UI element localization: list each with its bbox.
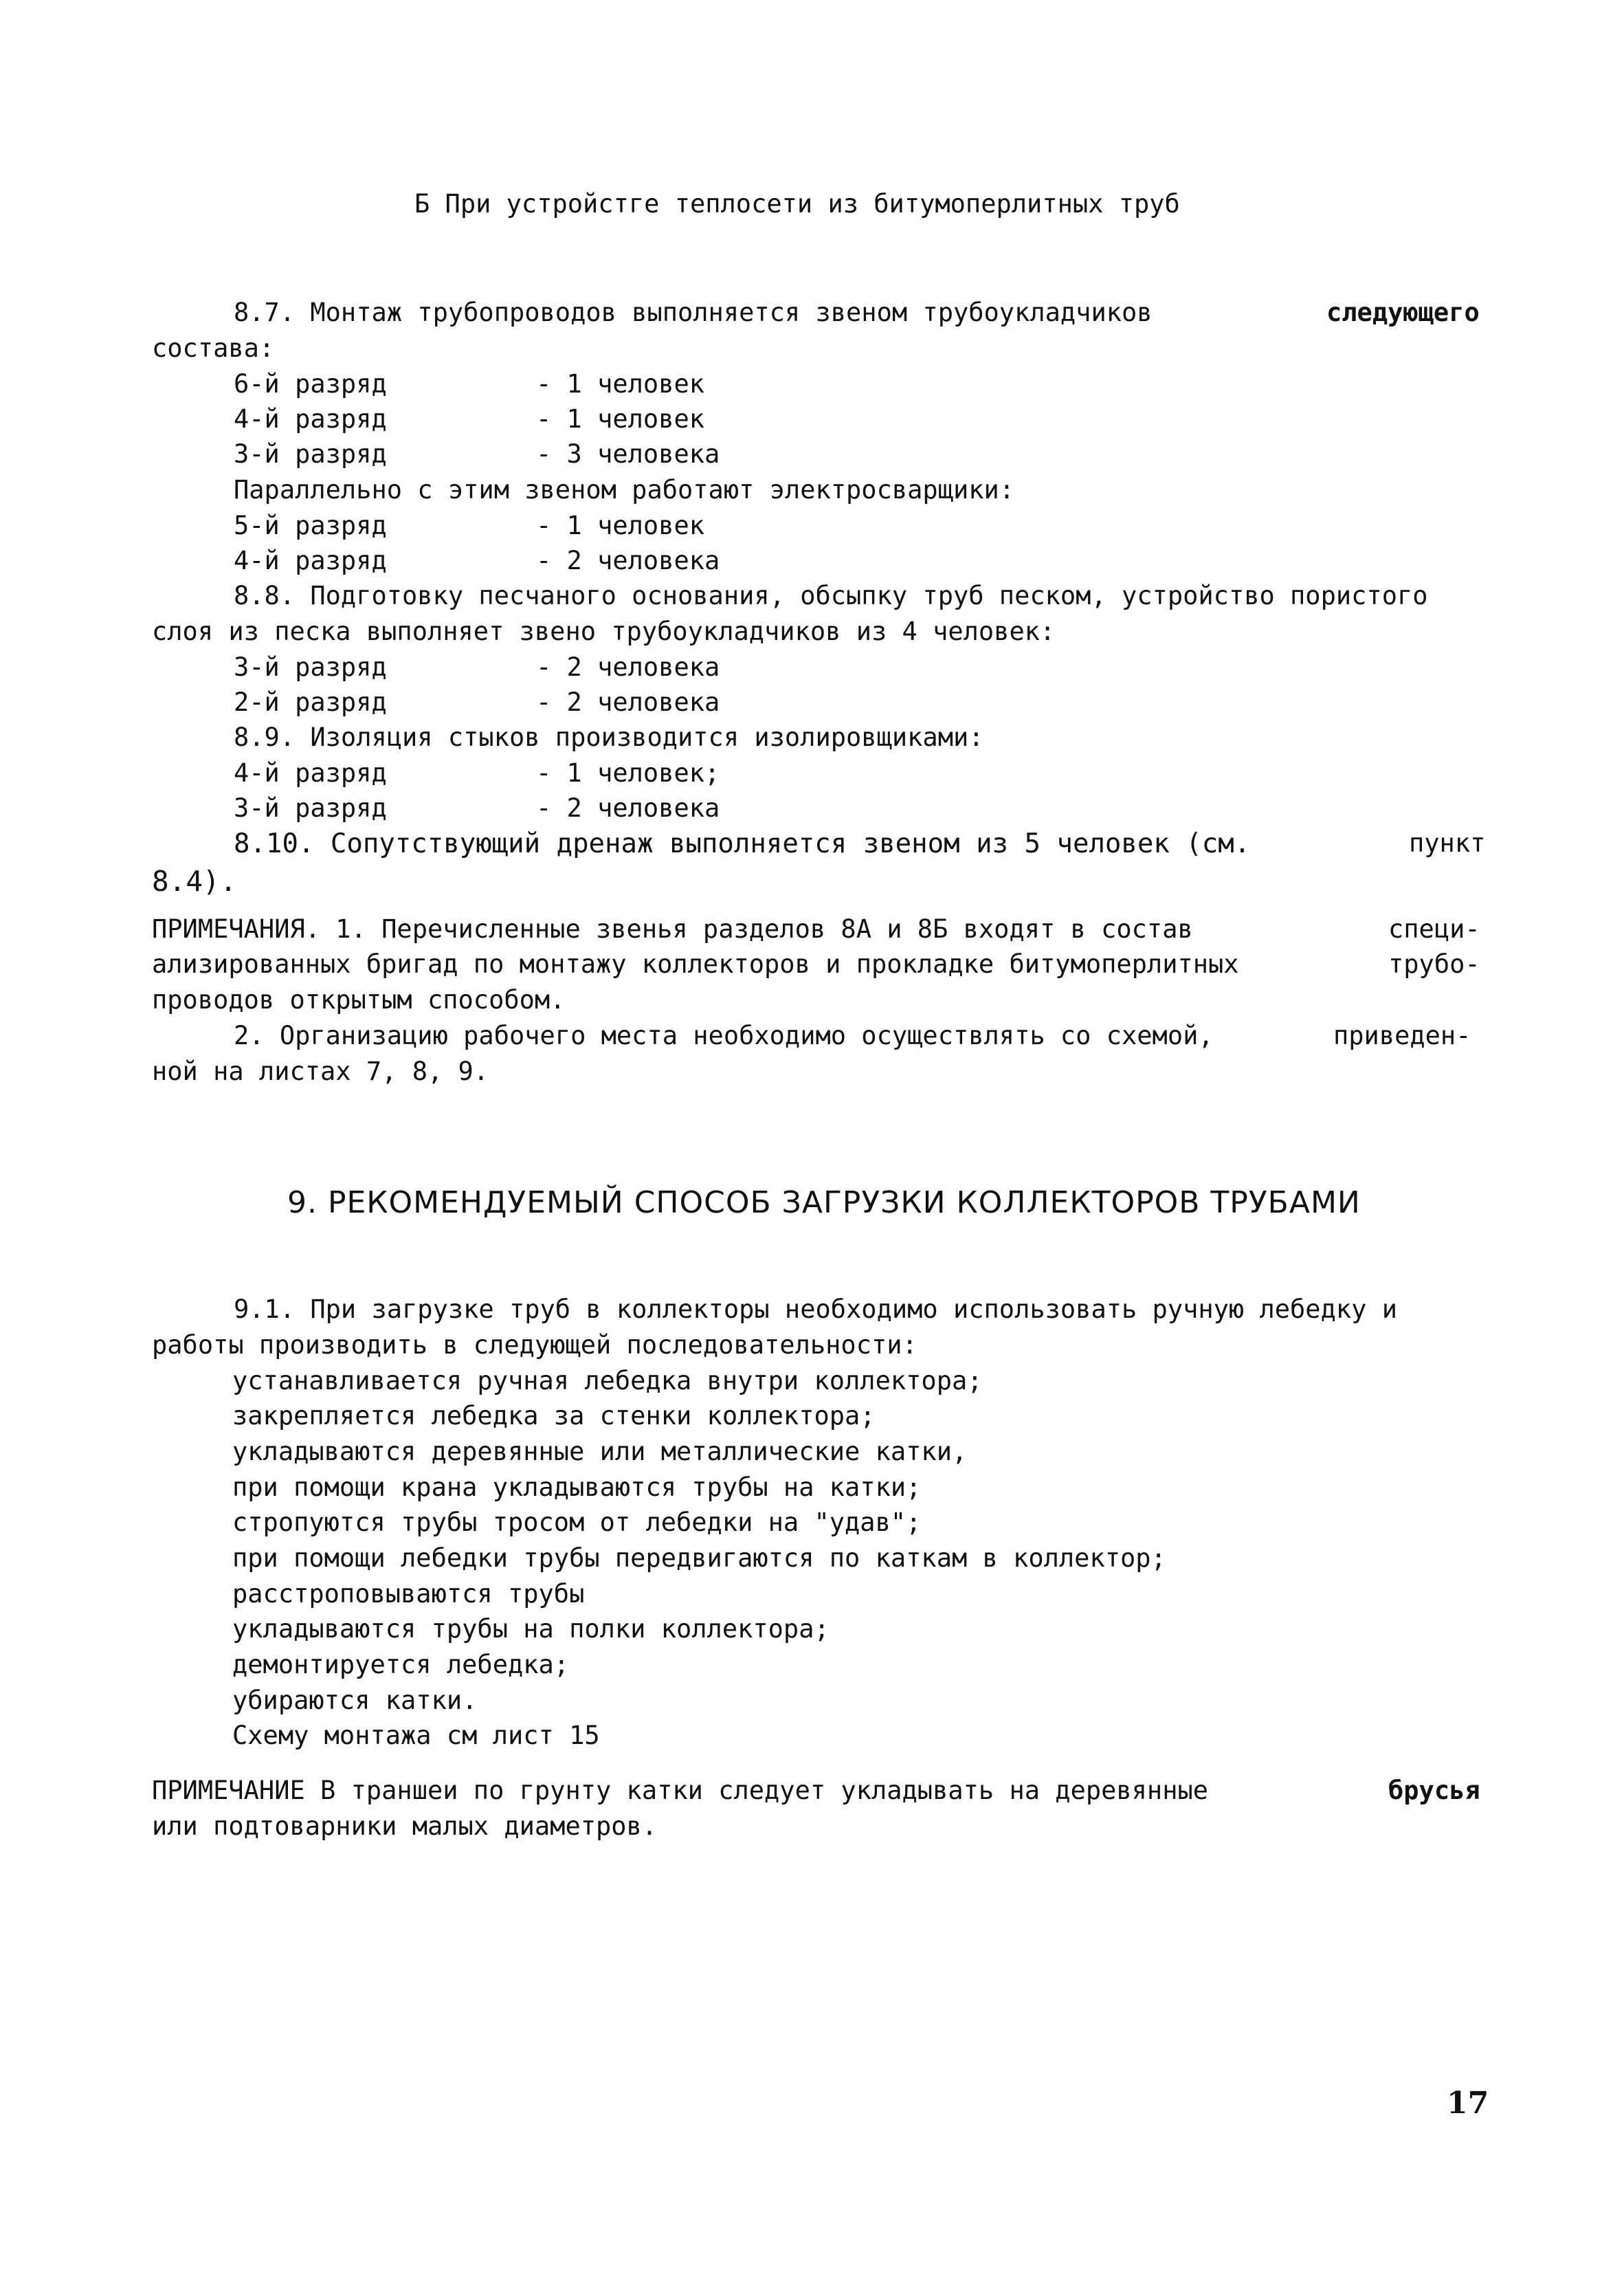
final-note-line1: ПРИМЕЧАНИЕ В траншеи по грунту катки следует укладывать на деревянные	[152, 1776, 1209, 1805]
note1-line1-end: специ-	[1388, 914, 1480, 944]
step-item: стропуются трубы тросом от лебедки на "удав";	[232, 1508, 922, 1537]
p8-7-line2: состава:	[152, 333, 275, 363]
page-number: 17	[1447, 2086, 1489, 2121]
section-b-heading: Б При устройстге теплосети из битумоперлитных труб	[414, 189, 1180, 219]
crew-grade: 3-й разряд	[234, 793, 387, 823]
crew-count: - 1 человек;	[536, 758, 720, 788]
step-item: при помощи лебедки трубы передвигаются по каткам в коллектор;	[232, 1543, 1166, 1573]
crew-grade: 6-й разряд	[234, 369, 387, 399]
final-note-line1-end: брусья	[1388, 1776, 1480, 1805]
step-item: укладываются деревянные или металлические катки,	[232, 1437, 968, 1466]
crew-grade: 4-й разряд	[234, 404, 387, 434]
step-item: устанавливается ручная лебедка внутри коллектора;	[232, 1366, 983, 1395]
crew-count: - 2 человека	[536, 687, 720, 717]
crew-grade: 4-й разряд	[234, 758, 387, 788]
step-item: при помощи крана укладываются трубы на катки;	[232, 1472, 922, 1502]
p8-10-line2: 8.4).	[152, 865, 237, 898]
step-item: демонтируется лебедка;	[232, 1650, 570, 1679]
p8-7-line1-end: следующего	[1326, 298, 1480, 327]
p9-1-line1: 9.1. При загрузке труб в коллекторы необходимо использовать ручную лебедку и	[234, 1294, 1397, 1324]
p8-7-parallel: Параллельно с этим звеном работают электросварщики:	[234, 475, 1015, 505]
crew-count: - 1 человек	[536, 404, 705, 434]
crew-count: - 2 человека	[536, 793, 720, 823]
note2-line1-end: приведен-	[1333, 1021, 1471, 1050]
final-note-line2: или подтоварники малых диаметров.	[152, 1811, 658, 1841]
note1-line2-end: трубо-	[1388, 949, 1480, 979]
p8-10-line1-end: пункт	[1409, 828, 1486, 858]
p8-9-line1: 8.9. Изоляция стыков производится изолировщиками:	[234, 722, 984, 752]
step-item: убираются катки.	[232, 1686, 478, 1715]
welder-count: - 2 человека	[536, 546, 720, 575]
p8-8-line1: 8.8. Подготовку песчаного основания, обсыпку труб песком, устройство пористого	[234, 581, 1428, 610]
welder-count: - 1 человек	[536, 511, 705, 540]
welder-grade: 5-й разряд	[234, 511, 387, 540]
note2-line2: ной на листах 7, 8, 9.	[152, 1057, 489, 1086]
crew-grade: 2-й разряд	[234, 687, 387, 717]
crew-count: - 2 человека	[536, 652, 720, 682]
crew-count: - 3 человека	[536, 439, 720, 469]
step-item: расстроповываются трубы	[232, 1579, 585, 1609]
step-item: Схему монтажа см лист 15	[232, 1721, 600, 1750]
p9-1-line2: работы производить в следующей последовательности:	[152, 1330, 917, 1360]
note1-line1: ПРИМЕЧАНИЯ. 1. Перечисленные звенья разделов 8А и 8Б входят в состав	[152, 914, 1193, 944]
p8-8-line2: слоя из песка выполняет звено трубоукладчиков из 4 человек:	[152, 617, 1056, 646]
note2-line1: 2. Организацию рабочего места необходимо осуществлять со схемой,	[234, 1021, 1214, 1050]
section-9-heading: 9. РЕКОМЕНДУЕМЫЙ СПОСОБ ЗАГРУЗКИ КОЛЛЕКТОРОВ ТРУБАМИ	[287, 1185, 1361, 1220]
crew-grade: 3-й разряд	[234, 439, 387, 469]
p8-10-line1: 8.10. Сопутствующий дренаж выполняется звеном из 5 человек (см.	[234, 828, 1251, 859]
step-item: закрепляется лебедка за стенки коллектора;	[232, 1401, 876, 1431]
crew-grade: 3-й разряд	[234, 652, 387, 682]
crew-count: - 1 человек	[536, 369, 705, 399]
p8-7-line1: 8.7. Монтаж трубопроводов выполняется звеном трубоукладчиков	[234, 298, 1153, 327]
note1-line2: ализированных бригад по монтажу коллекторов и прокладке битумоперлитных	[152, 949, 1239, 979]
step-item: укладываются трубы на полки коллектора;	[232, 1614, 830, 1644]
welder-grade: 4-й разряд	[234, 546, 387, 575]
note1-line3: проводов открытым способом.	[152, 985, 566, 1015]
